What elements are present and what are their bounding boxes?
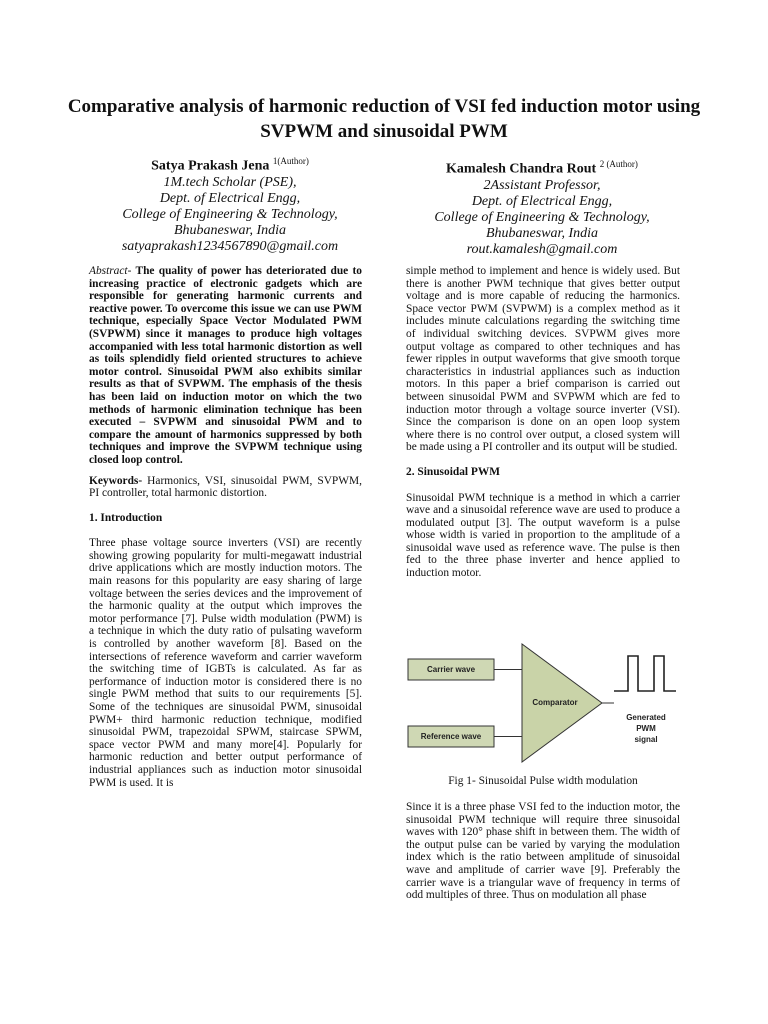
author-affiliation: Dept. of Electrical Engg, [159, 190, 301, 206]
keywords [89, 475, 362, 500]
output-label [618, 712, 674, 745]
section-heading-sinusoidal-pwm: 2. Sinusoidal PWM [406, 465, 500, 478]
output-label-line: Generated [626, 713, 666, 722]
introduction-paragraph: Three phase voltage source inverters (VSI) are recently showing growing popularity for multi-megawatt industrial drive applications which are mostly induction motors. The main reasons for this popularity are easy sharing of large voltage between the series devices and the improvement of the harmonic quality at the output which improves the motor performance [7]. Pulse width modulation (PWM) is a technique in which the duty ratio of pulsating waveform is controlled by another waveform [8]. Based on the intersections of reference waveform and carrier waveform the switching time of IGBTs is calculated. As far as performance of induction motor is considered there is no single PWM method that suits to our requirements [5]. Some of the techniques are sinusoidal PWM, sinusoidal PWM+ third harmonic reduction technique, modified sinusoidal PWM, trapezoidal SPWM, staircase SPWM, space vector PWM and many more[4]. Popularly for harmonic reduction and better output performance of industrial appliances such as induction motor sinusoidal PWM is used. It is [89, 537, 362, 789]
figure-sinusoidal-pwm-block-diagram [406, 638, 680, 768]
author-affiliation: Bhubaneswar, India [174, 222, 286, 238]
left-column [89, 265, 362, 789]
author-name: Satya Prakash Jena [151, 158, 270, 174]
sinusoidal-pwm-paragraph: Sinusoidal PWM technique is a method in which a carrier wave and a sinusoidal reference wave are used to produce a modulated output [3]. The output waveform is a pulse whose width is varied in proportion to the amplitude of a sinusoidal wave used as reference wave. The pulse is then fed to the three phase inverter and hence applied to induction motor. [406, 491, 680, 580]
reference-wave-label: Reference wave [420, 732, 482, 741]
author-affiliation: College of Engineering & Technology, [122, 206, 338, 222]
author-mark: 2 (Author) [599, 159, 638, 169]
author-affiliation: 1M.tech Scholar (PSE), [163, 174, 297, 190]
author-affiliation: College of Engineering & Technology, [434, 209, 650, 225]
output-label-line: PWM [636, 724, 656, 733]
keywords-label: Keywords- [89, 474, 143, 487]
carrier-wave-label: Carrier wave [426, 665, 476, 674]
author-affiliation: 2Assistant Professor, [483, 177, 601, 193]
right-column [406, 265, 680, 580]
pwm-pulse-wave [614, 656, 676, 691]
author-name: Kamalesh Chandra Rout [446, 161, 597, 177]
introduction-continued-paragraph: simple method to implement and hence is widely used. But there is another PWM technique that gives better output voltage and is more capable of reducing the harmonics. Space vector PWM (SVPWM) is a complex method as it includes minute calculations regarding the switching time of individual switching devices. SVPWM gives more output voltage as compared to other techniques and has fewer ripples in output waveforms that give smooth torque characteristics in industrial appliances such as induction motors. In this paper a brief comparison is carried out between sinusoidal PWM and SVPWM which are fed to induction motor through a voltage source inverter (VSI). Since the comparison is done on an open loop system where there is no control over output, a closed system will be made using a PI controller and its output will be studied. [406, 265, 680, 454]
author-email[interactable]: rout.kamalesh@gmail.com [466, 241, 618, 257]
author-block-1 [90, 153, 370, 255]
abstract [89, 265, 362, 467]
paper-title: Comparative analysis of harmonic reduction of VSI fed induction motor using SVPWM and sinusoidal PWM [67, 96, 701, 142]
keywords-text: Harmonics, VSI, sinusoidal PWM, SVPWM, PI controller, total harmonic distortion. [89, 474, 362, 500]
author-mark: 1(Author) [272, 156, 309, 166]
comparator-label: Comparator [532, 698, 578, 707]
output-label-line: signal [634, 735, 658, 744]
author-email[interactable]: satyaprakash1234567890@gmail.com [121, 238, 339, 254]
right-column-continued [406, 801, 680, 902]
abstract-text: The quality of power has deteriorated due to increasing practice of electronic gadgets which are responsible for generating harmonic currents and reactive power. To overcome this issue we can use PWM technique, especially Space Vector Modulated PWM (SVPWM) since it manages to produce high voltages accompanied with less total harmonic distortion as well as toils splendidly field oriented structures to achieve motor control. Sinusoidal PWM also exhibits similar results as that of SVPWM. The emphasis of the thesis has been laid on induction motor on which the two methods of harmonic elimination technique has been executed – SVPWM and sinusoidal PWM and to compare the amount of harmonics suppressed by both techniques and improve the SVPWM technique using closed loop control. [89, 265, 362, 466]
author-block-2 [400, 156, 684, 258]
author-affiliation: Bhubaneswar, India [486, 225, 598, 241]
author-affiliation: Dept. of Electrical Engg, [471, 193, 613, 209]
section-heading-introduction: 1. Introduction [89, 511, 163, 524]
after-figure-paragraph: Since it is a three phase VSI fed to the induction motor, the sinusoidal PWM technique will require three sinusoidal waves with 120° phase shift in between them. The width of the output pulse can be varied by varying the modulation index which is the ratio between amplitude of sinusoidal wave and amplitude of carrier wave [9]. Preferably the carrier wave is a triangular wave of frequency in terms of odd multiples of three. Thus on modulation all phase [406, 801, 680, 902]
abstract-label: Abstract- [89, 265, 132, 277]
figure-caption: Fig 1- Sinusoidal Pulse width modulation [448, 775, 638, 787]
